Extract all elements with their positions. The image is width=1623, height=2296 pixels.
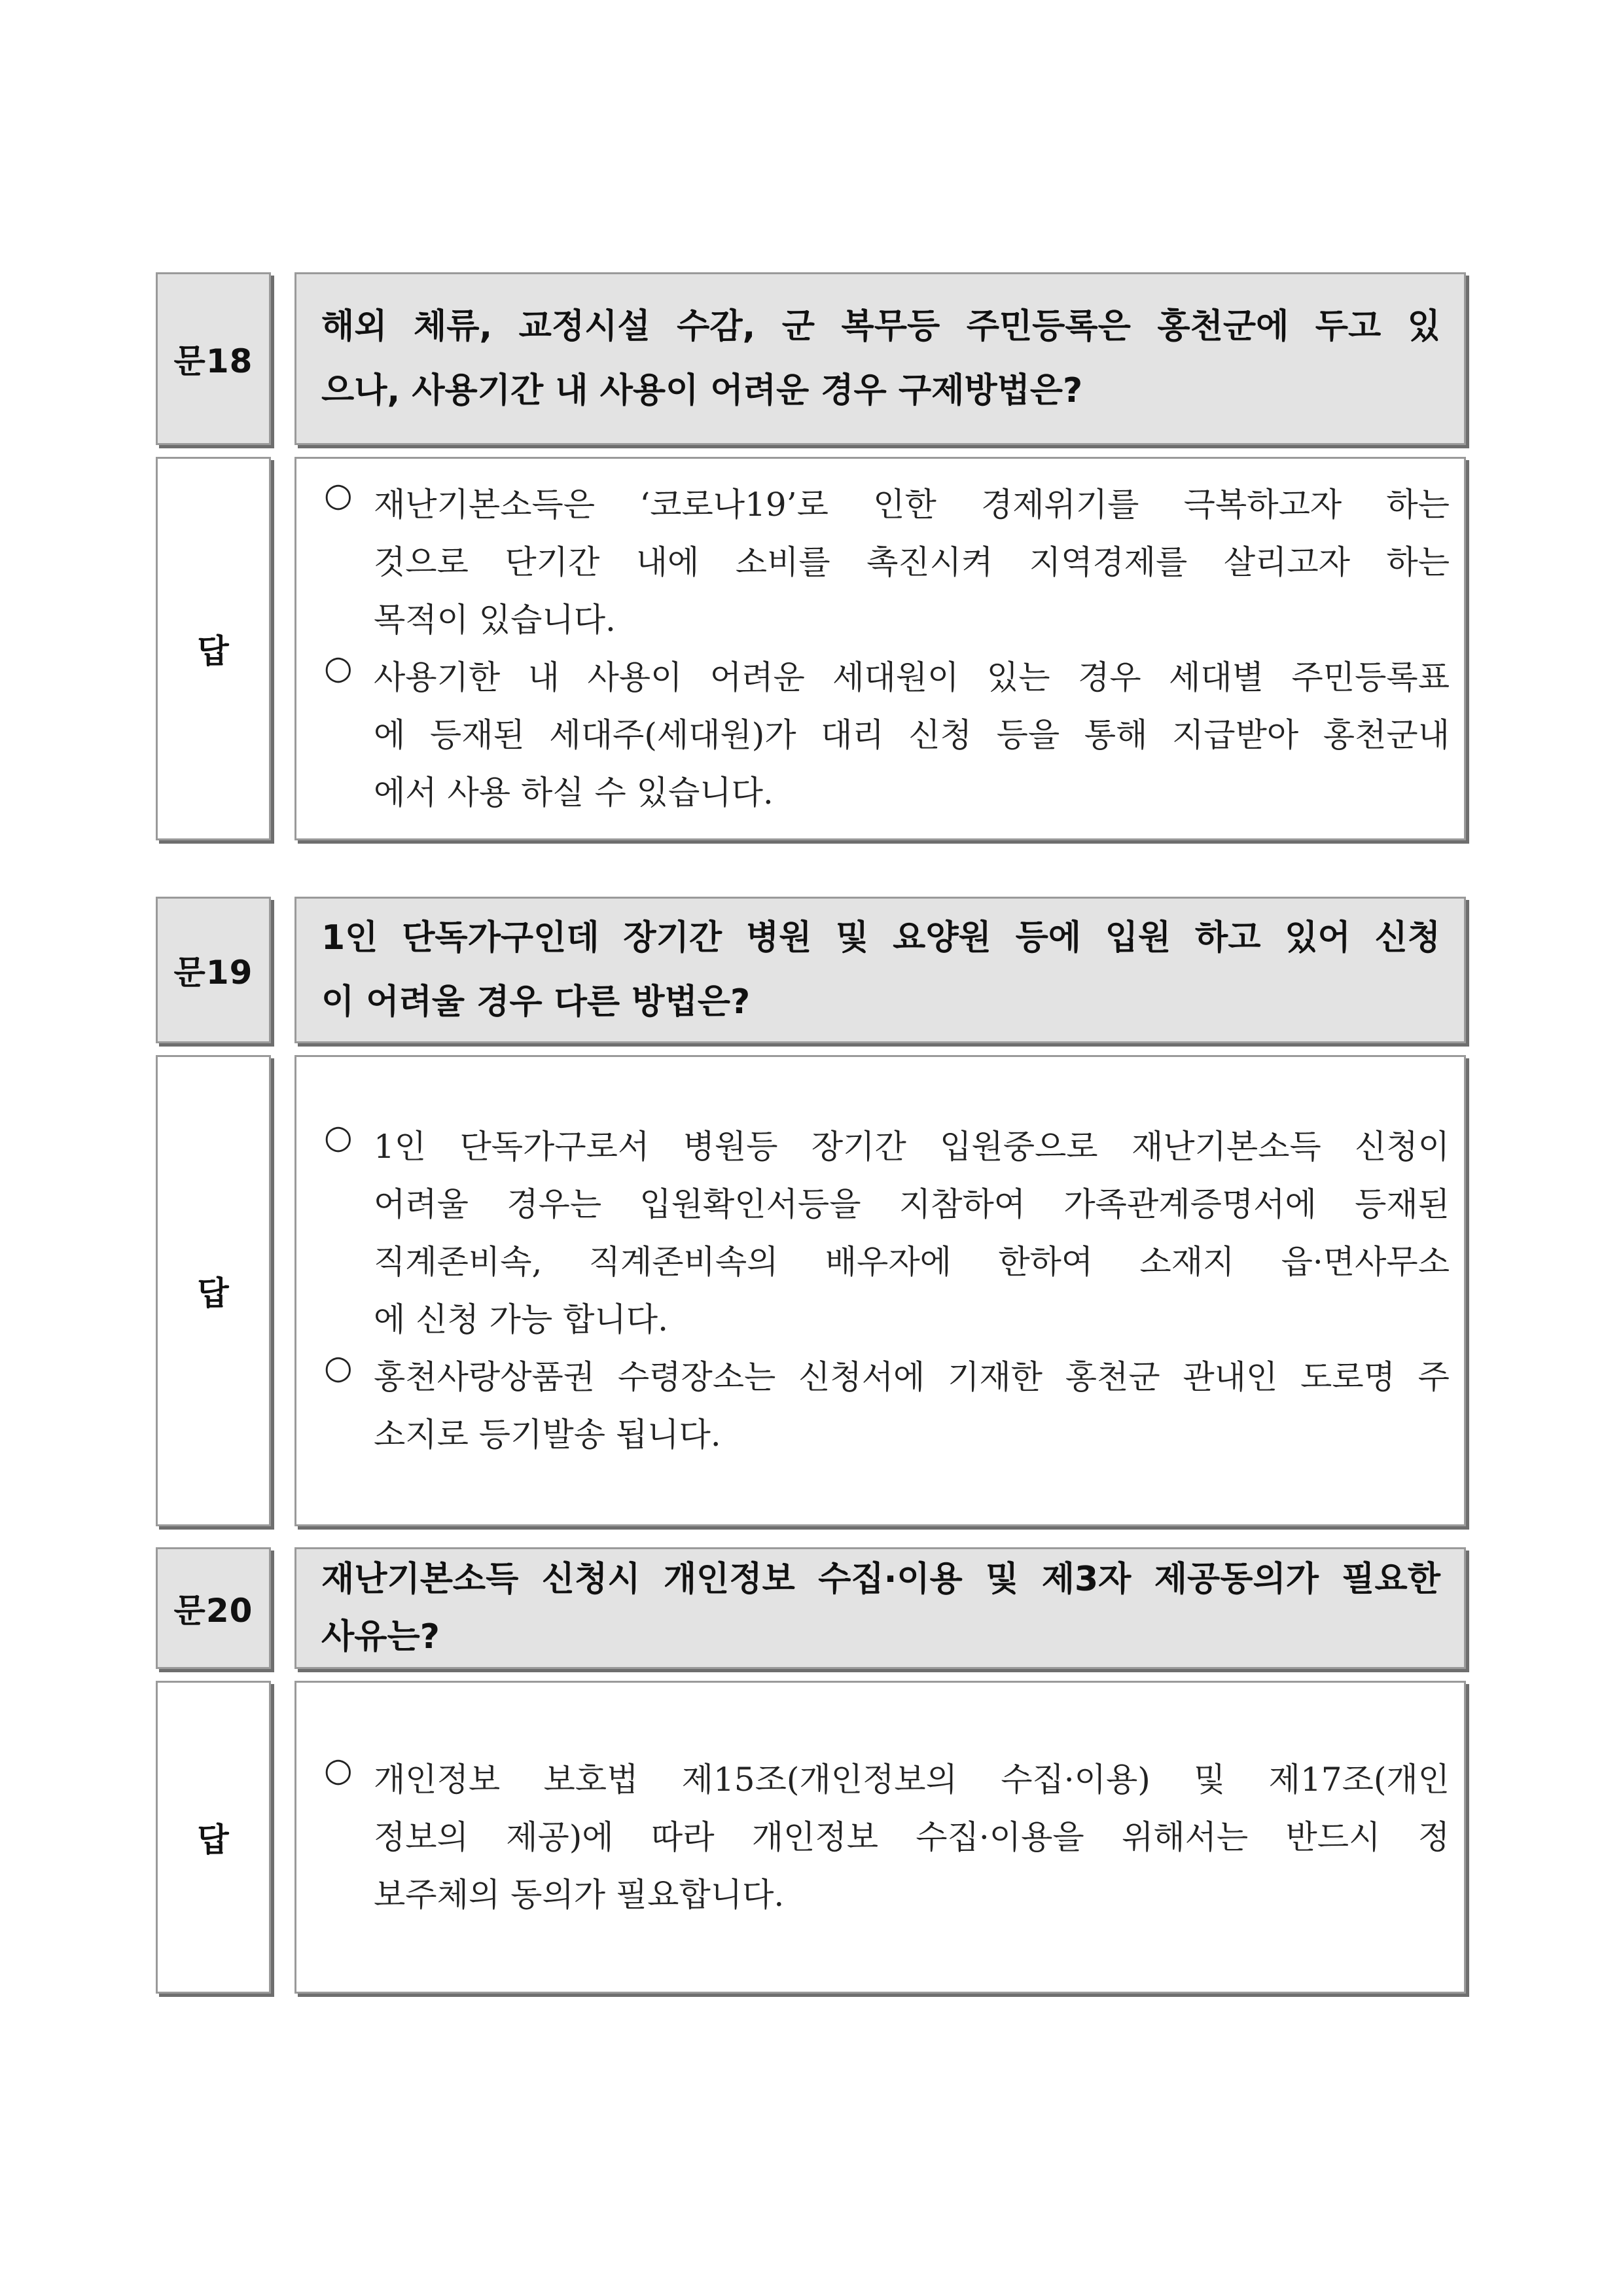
answer-label bbox=[156, 457, 271, 840]
question-box bbox=[294, 897, 1466, 1043]
answer-line: 보주체의 동의가 필요합니다. bbox=[374, 1876, 785, 1914]
answer-item bbox=[324, 1751, 1450, 1924]
answer-line: 목적이 있습니다. bbox=[374, 601, 616, 639]
circle-bullet-icon: ○ bbox=[324, 476, 353, 514]
answer-line: 에 등재된 세대주(세대원)가 대리 신청 등을 통해 지급받아 홍천군내 bbox=[374, 716, 1450, 754]
question-label bbox=[156, 272, 271, 445]
circle-bullet-icon: ○ bbox=[324, 1751, 353, 1789]
answer-line: 재난기본소득은 ‘코로나19’로 인한 경제위기를 극복하고자 하는 bbox=[374, 486, 1450, 524]
answer-label-text: 답 bbox=[197, 632, 230, 670]
question-line: 해외 체류, 교정시설 수감, 군 복무등 주민등록은 홍천군에 두고 있 bbox=[321, 307, 1440, 346]
question-box bbox=[294, 272, 1466, 445]
question-line: 1인 단독가구인데 장기간 병원 및 요양원 등에 입원 하고 있어 신청 bbox=[321, 918, 1440, 958]
answer-label-text: 답 bbox=[197, 1274, 230, 1312]
answer-line: 것으로 단기간 내에 소비를 촉진시켜 지역경제를 살리고자 하는 bbox=[374, 543, 1450, 581]
answer-line: 사용기한 내 사용이 어려운 세대원이 있는 경우 세대별 주민등록표 bbox=[374, 658, 1450, 696]
answer-line: 개인정보 보호법 제15조(개인정보의 수집·이용) 및 제17조(개인 bbox=[374, 1761, 1450, 1799]
question-number: 문20 bbox=[173, 1592, 253, 1630]
question-label bbox=[156, 1547, 271, 1669]
question-label bbox=[156, 897, 271, 1043]
answer-box bbox=[294, 457, 1466, 840]
question-number: 문18 bbox=[173, 342, 253, 380]
answer-line: 에 신청 가능 합니다. bbox=[374, 1300, 668, 1338]
answer-box bbox=[294, 1681, 1466, 1994]
question-line: 이 어려울 경우 다른 방법은? bbox=[321, 982, 751, 1022]
answer-line: 홍천사랑상품권 수령장소는 신청서에 기재한 홍천군 관내인 도로명 주 bbox=[374, 1358, 1450, 1396]
question-line: 사유는? bbox=[321, 1617, 440, 1657]
question-line: 재난기본소득 신청시 개인정보 수집·이용 및 제3자 제공동의가 필요한 bbox=[321, 1560, 1440, 1599]
answer-line: 에서 사용 하실 수 있습니다. bbox=[374, 774, 774, 812]
answer-label-text: 답 bbox=[197, 1821, 230, 1859]
circle-bullet-icon: ○ bbox=[324, 649, 353, 687]
answer-line: 직계존비속, 직계존비속의 배우자에 한하여 소재지 읍·면사무소 bbox=[374, 1243, 1450, 1281]
circle-bullet-icon: ○ bbox=[324, 1348, 353, 1386]
answer-box bbox=[294, 1055, 1466, 1526]
answer-line: 소지로 등기발송 됩니다. bbox=[374, 1416, 721, 1454]
answer-line: 어려울 경우는 입원확인서등을 지참하여 가족관계증명서에 등재된 bbox=[374, 1185, 1450, 1223]
circle-bullet-icon: ○ bbox=[324, 1118, 353, 1156]
question-number: 문19 bbox=[173, 954, 253, 992]
answer-line: 정보의 제공)에 따라 개인정보 수집·이용을 위해서는 반드시 정 bbox=[374, 1818, 1450, 1856]
answer-item bbox=[324, 1348, 1450, 1463]
question-box bbox=[294, 1547, 1466, 1669]
answer-item bbox=[324, 1118, 1450, 1348]
question-line: 으나, 사용기간 내 사용이 어려운 경우 구제방법은? bbox=[321, 371, 1083, 410]
answer-label bbox=[156, 1681, 271, 1994]
answer-item bbox=[324, 649, 1450, 821]
answer-label bbox=[156, 1055, 271, 1526]
answer-item bbox=[324, 476, 1450, 649]
answer-line: 1인 단독가구로서 병원등 장기간 입원중으로 재난기본소득 신청이 bbox=[374, 1128, 1450, 1166]
